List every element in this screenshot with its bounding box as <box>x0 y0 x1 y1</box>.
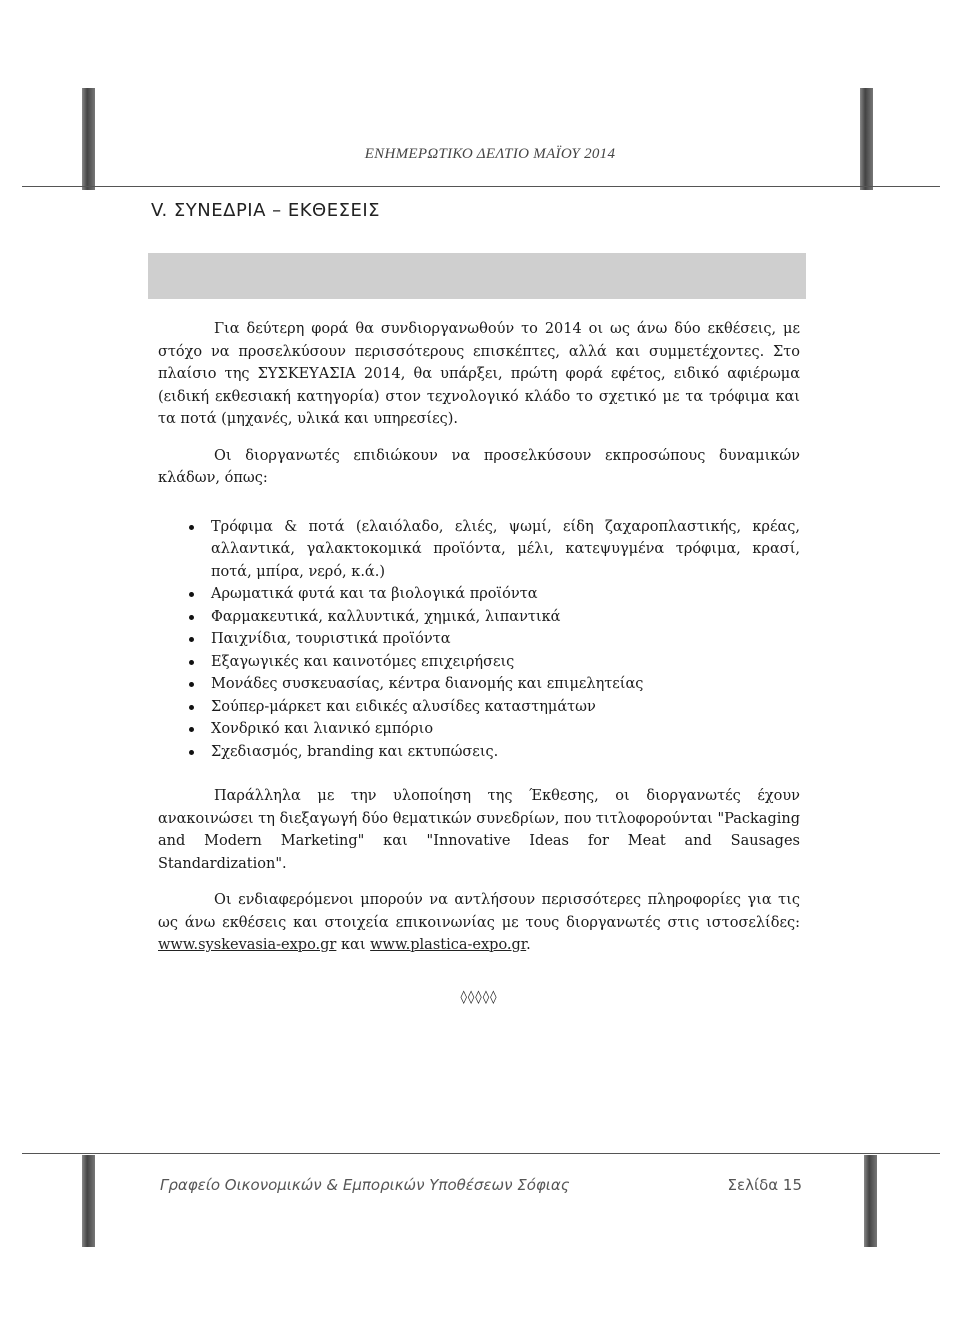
sector-list <box>158 516 800 764</box>
list-item: Μονάδες συσκευασίας, κέντρα διανομής και επιμελητείας <box>211 673 800 696</box>
paragraph-intro: Για δεύτερη φορά θα συνδιοργανωθούν το 2014 οι ως άνω δύο εκθέσεις, με στόχο να προσελκύσουν περισσότερους επισκέπτες, αλλά και συμμετέχοντες. Στο πλαίσιο της ΣΥΣΚΕΥΑΣΙΑ 2014, θα υπάρξει, πρώτη φορά εφέτος, ειδικό αφιέρωμα (ειδική εκθεσιακή κατηγορία) στον τεχνολογικό κλάδο το σχετικό με τα τρόφιμα και τα ποτά (μηχανές, υλικά και υπηρεσίες). <box>158 321 800 427</box>
main-content <box>158 318 800 1009</box>
top-left-marker <box>82 88 95 190</box>
header-rule <box>22 186 940 187</box>
gray-banner <box>148 253 806 299</box>
link-syskevasia[interactable]: www.syskevasia-expo.gr <box>158 937 337 953</box>
list-item: Τρόφιμα & ποτά (ελαιόλαδο, ελιές, ψωμί, είδη ζαχαροπλαστικής, κρέας, αλλαντικά, γαλακτοκομικά προϊόντα, μέλι, κατεψυγμένα τρόφιμα, κρασί, ποτά, μπίρα, νερό, κ.ά.) <box>211 516 800 584</box>
list-item: Σχεδιασμός, branding και εκτυπώσεις. <box>211 741 800 764</box>
page-number: Σελίδα 15 <box>727 1176 802 1194</box>
list-item: Αρωματικά φυτά και τα βιολογικά προϊόντα <box>211 583 800 606</box>
paragraph-conferences: Παράλληλα με την υλοποίηση της Έκθεσης, οι διοργανωτές έχουν ανακοινώσει τη διεξαγωγή δύο θεματικών συνεδρίων, που τιτλοφορούνται "Packaging and Modern Marketing" και "Innovative Ideas for Meat and Sausages Standardization". <box>158 788 800 872</box>
section-title: V. ΣΥΝΕΔΡΙΑ – ΕΚΘΕΣΕΙΣ <box>151 200 381 221</box>
paragraph-organizers: Οι διοργανωτές επιδιώκουν να προσελκύσουν εκπροσώπους δυναμικών κλάδων, όπως: <box>158 447 800 486</box>
footer-rule <box>22 1153 940 1154</box>
header-title: ΕΝΗΜΕΡΩΤΙΚΟ ΔΕΛΤΙΟ ΜΑΪΟΥ 2014 <box>364 146 616 162</box>
contact-and: και <box>336 937 371 953</box>
list-item: Χονδρικό και λιανικό εμπόριο <box>211 718 800 741</box>
list-item: Σούπερ-μάρκετ και ειδικές αλυσίδες καταστημάτων <box>211 696 800 719</box>
section-separator: ◊◊◊◊◊ <box>460 989 498 1005</box>
top-right-marker <box>860 88 873 190</box>
bottom-right-marker <box>864 1155 877 1247</box>
contact-text: Οι ενδιαφερόμενοι μπορούν να αντλήσουν περισσότερες πληροφορίες για τις ως άνω εκθέσεις και στοιχεία επικοινωνίας με τους διοργανωτές στις ιστοσελίδες: <box>158 892 800 931</box>
bottom-left-marker <box>82 1155 95 1247</box>
link-plastica[interactable]: www.plastica-expo.gr <box>370 937 527 953</box>
paragraph-contact <box>158 889 800 957</box>
list-item: Φαρμακευτικά, καλλυντικά, χημικά, λιπαντικά <box>211 606 800 629</box>
list-item: Εξαγωγικές και καινοτόμες επιχειρήσεις <box>211 651 800 674</box>
contact-end: . <box>526 937 531 953</box>
list-item: Παιχνίδια, τουριστικά προϊόντα <box>211 628 800 651</box>
footer-office: Γραφείο Οικονομικών & Εμπορικών Υποθέσεων Σόφιας <box>160 1176 570 1194</box>
